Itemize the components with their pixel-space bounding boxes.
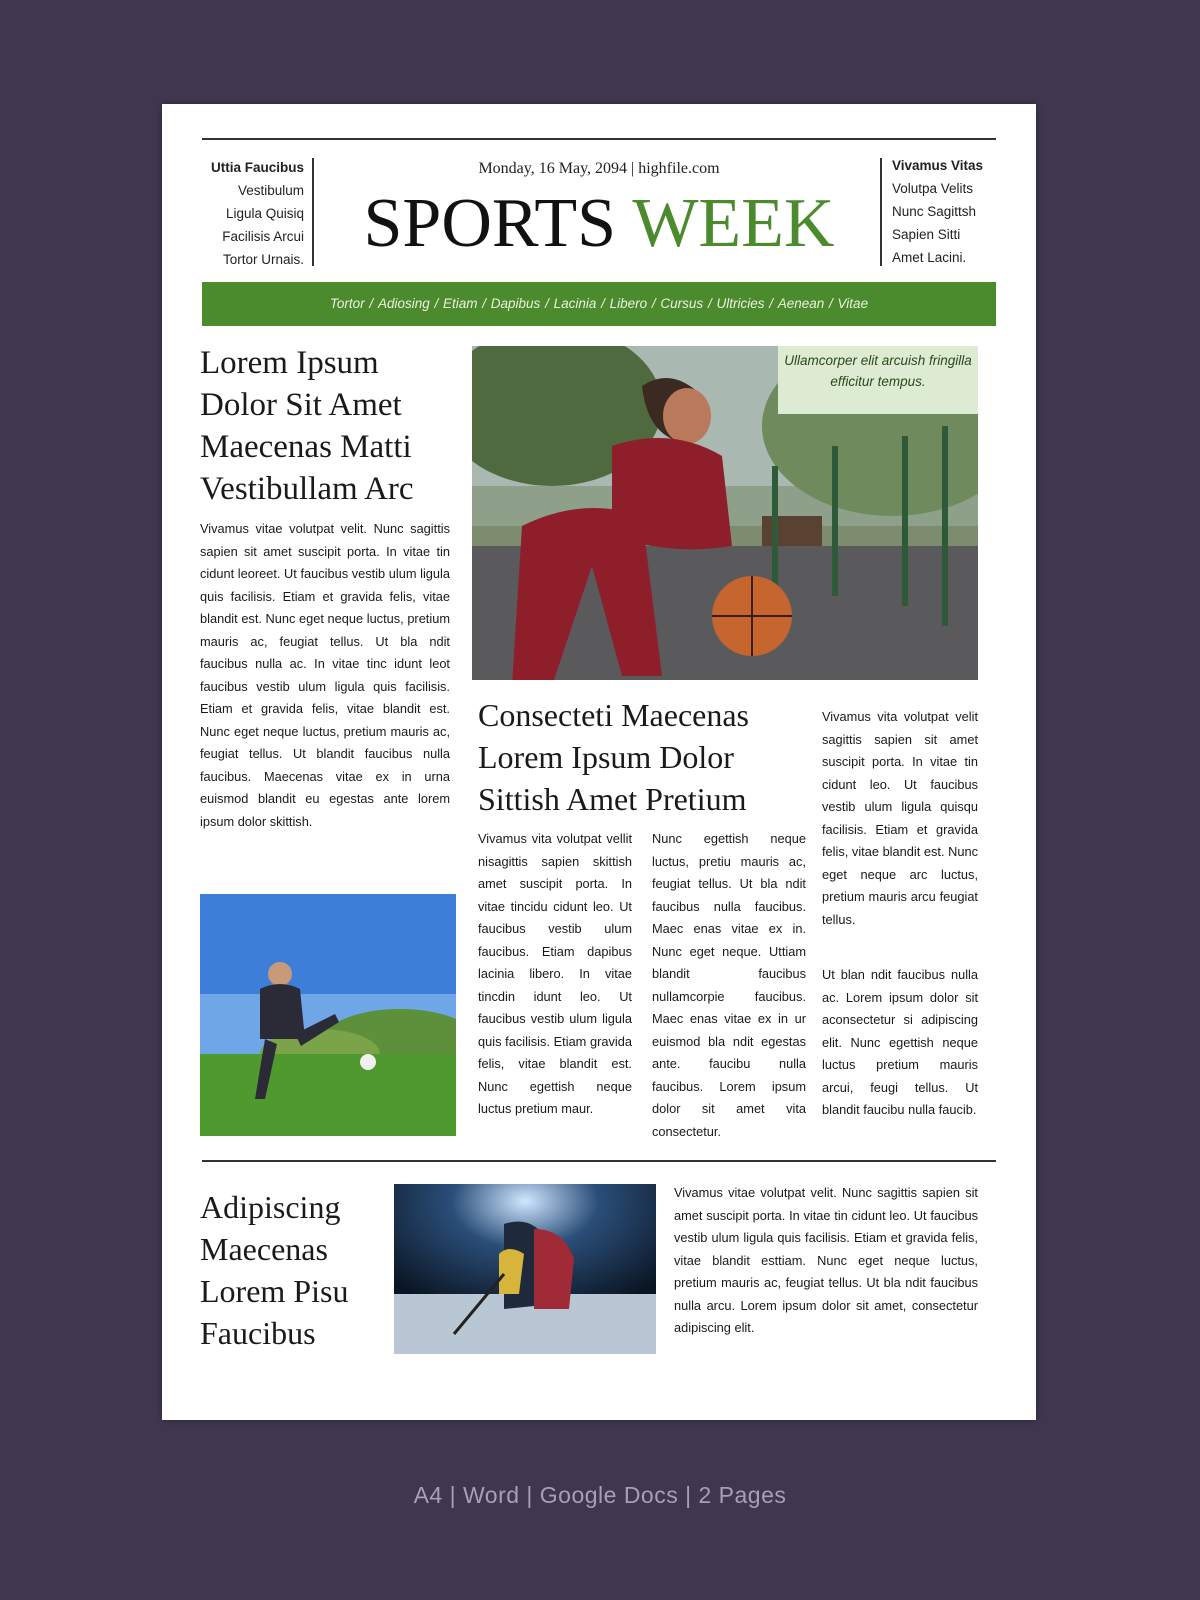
masthead-divider-left (312, 158, 314, 266)
top-rule (202, 138, 996, 140)
nav-item: Tortor (329, 296, 365, 311)
hockey-photo (394, 1184, 656, 1354)
masthead-left-item: Tortor Urnais. (222, 252, 304, 267)
soccer-kid-photo (200, 894, 456, 1136)
title-accent: WEEK (632, 185, 835, 262)
dateline: Monday, 16 May, 2094 | highfile.com (478, 160, 720, 177)
masthead-left-item: Facilisis Arcui (222, 229, 304, 244)
nav-item: Libero (609, 296, 648, 311)
title-main: SPORTS (363, 185, 617, 262)
masthead-right-item: Nunc Sagittsh (892, 204, 977, 219)
nav-item: Adiosing (377, 296, 430, 311)
nav-item: Etiam (443, 296, 478, 311)
masthead-right-item: Vivamus Vitas (892, 158, 984, 173)
masthead-left-item: Ligula Quisiq (225, 206, 304, 221)
masthead-right-item: Volutpa Velits (892, 181, 974, 196)
nav-item: Cursus (660, 296, 704, 311)
article3-body: Vivamus vitae volutpat velit. Nunc sagittis sapien sit amet suscipit porta. In vitae tin cidunt leo. Ut faucibus vestib ulum ligula quis facilisis. Etiam et gravida felis, vitae blandit esttiam. Nunc eget neque luctus, pretium mauris ac, feugiat tellus. Ut bla ndit faucibus nulla arcu. Lorem ipsum dolor sit amet, consectetur adipiscing elit. (674, 1185, 978, 1335)
masthead-left-item: Uttia Faucibus (210, 160, 304, 175)
nav-item: Ultricies (716, 296, 765, 311)
footer-caption: A4 | Word | Google Docs | 2 Pages (413, 1482, 787, 1508)
section-nav-bar: Tortor / Adiosing / Etiam / Dapibus / Lacinia / Libero / Cursus / Ultricies / Aenean / Vitae (202, 282, 996, 326)
photo-caption: Ullamcorper elit arcuish fringilla efficitur tempus. (778, 346, 978, 414)
article1-headline: Lorem Ipsum Dolor Sit Amet Maecenas Matti Vestibullam Arc (200, 345, 414, 507)
bottom-rule (202, 1160, 996, 1162)
masthead-title (322, 184, 876, 264)
nav-item: Aenean (777, 296, 825, 311)
article3-headline: Adipiscing Maecenas Lorem Pisu Faucibus (200, 1189, 349, 1351)
masthead-right-list (892, 154, 1002, 269)
masthead-right-item: Sapien Sitti (892, 227, 961, 242)
nav-item: Dapibus (490, 296, 541, 311)
article2-column-3a: Vivamus vita volutpat velit sagittis sapien sit amet suscipit porta. In vitae tin cidunt leo. Ut faucibus vestib ulum ligula quisqu facilisis. Etiam et gravida felis, vitae blandit est. Nunc eget neque arc luctus, pretium mauris arcu feugiat tellus. (822, 709, 978, 927)
masthead-left-item: Vestibulum (237, 183, 304, 198)
article2-column-3b: Ut blan ndit faucibus nulla ac. Lorem ipsum dolor sit aconsectetur si adipiscing elit. Nunc egettish neque luctus pretium mauris arcui, feugi tellus. Ut blandit faucibu nulla faucib. (822, 967, 978, 1117)
newspaper-page (162, 104, 1036, 1420)
masthead-left-list (200, 156, 304, 271)
article2-headline: Consecteti Maecenas Lorem Ipsum Dolor Sittish Amet Pretium (478, 697, 749, 817)
article2-column-2: Nunc egettish neque luctus, pretiu mauris ac, feugiat tellus. Ut bla ndit faucibus nulla faucibus. Maec enas vitae ex in. Nunc eget neque. Uttiam blandit faucibus nullamcorpie faucibus. Maec enas vitae ex in ur euismod bla ndit egestas ante. faucibu nulla faucibus. Lorem ipsum dolor sit amet vita consectetur. (652, 831, 806, 1139)
nav-item: Vitae (837, 296, 869, 311)
article2-column-1: Vivamus vita volutpat vellit nisagittis sapien skittish amet suscipit porta. In vitae tincidu cidunt leo. Ut faucibus vestib ulum faucibus. Etiam dapibus lacinia libero. In vitae tincdin idunt leo. Ut faucibus vestib ulum ligula quis facilisis. Etiam gravida felis, vitae blandit est. Nunc egettish neque luctus pretium maur. (478, 831, 632, 1116)
article1-body: Vivamus vitae volutpat velit. Nunc sagittis sapien sit amet suscipit porta. In vitae tin cidunt leoreet. Ut faucibus vestib ulum ligula quis facilisis. Etiam et gravida felis, vitae blandit est. Nunc eget neque luctus, pretium mauris ac, feugiat tellus. Ut bla ndit faucibus nulla ac. In vitae tinc idunt leot faucibus vestib ulum ligula quis facilisis. Etiam et gravida felis, vitae blandit est. Nunc eget neque luctus, pretium mauris ac, feugiat tellus. Ut blandit faucibus nulla faucibus. Maecenas vitae ex in urna euismod blandit eu egestas ante lorem ipsum dolor skittish. (200, 521, 450, 829)
masthead-right-item: Amet Lacini. (892, 250, 967, 265)
nav-item: Lacinia (553, 296, 597, 311)
masthead-divider-right (880, 158, 882, 266)
